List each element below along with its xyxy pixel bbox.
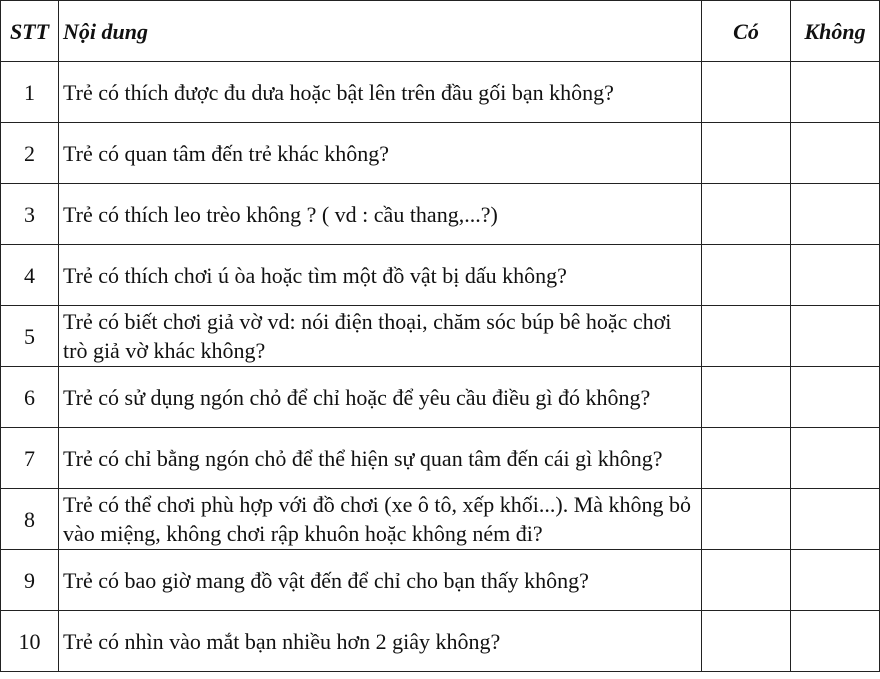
row-question: Trẻ có biết chơi giả vờ vd: nói điện thoại, chăm sóc búp bê hoặc chơi trò giả vờ khác không? — [59, 306, 702, 367]
row-question: Trẻ có thể chơi phù hợp với đồ chơi (xe ô tô, xếp khối...). Mà không bỏ vào miệng, không chơi rập khuôn hoặc không ném đi? — [59, 489, 702, 550]
no-cell[interactable] — [791, 367, 880, 428]
header-content: Nội dung — [59, 1, 702, 62]
yes-cell[interactable] — [702, 428, 791, 489]
no-cell[interactable] — [791, 611, 880, 672]
row-number: 2 — [1, 123, 59, 184]
row-number: 4 — [1, 245, 59, 306]
no-cell[interactable] — [791, 184, 880, 245]
row-question: Trẻ có thích được đu dưa hoặc bật lên trên đầu gối bạn không? — [59, 62, 702, 123]
header-no: Không — [791, 1, 880, 62]
no-cell[interactable] — [791, 123, 880, 184]
yes-cell[interactable] — [702, 611, 791, 672]
table-row — [1, 184, 880, 245]
yes-cell[interactable] — [702, 367, 791, 428]
yes-cell[interactable] — [702, 550, 791, 611]
row-question: Trẻ có nhìn vào mắt bạn nhiều hơn 2 giây không? — [59, 611, 702, 672]
yes-cell[interactable] — [702, 489, 791, 550]
row-number: 3 — [1, 184, 59, 245]
row-number: 7 — [1, 428, 59, 489]
table-row — [1, 428, 880, 489]
row-question: Trẻ có quan tâm đến trẻ khác không? — [59, 123, 702, 184]
yes-cell[interactable] — [702, 306, 791, 367]
row-question: Trẻ có chỉ bằng ngón chỏ để thể hiện sự quan tâm đến cái gì không? — [59, 428, 702, 489]
table-row — [1, 123, 880, 184]
row-number: 10 — [1, 611, 59, 672]
yes-cell[interactable] — [702, 245, 791, 306]
no-cell[interactable] — [791, 428, 880, 489]
table-row — [1, 550, 880, 611]
table-row — [1, 611, 880, 672]
row-number: 1 — [1, 62, 59, 123]
header-yes: Có — [702, 1, 791, 62]
row-number: 9 — [1, 550, 59, 611]
no-cell[interactable] — [791, 245, 880, 306]
row-number: 5 — [1, 306, 59, 367]
no-cell[interactable] — [791, 306, 880, 367]
yes-cell[interactable] — [702, 123, 791, 184]
no-cell[interactable] — [791, 550, 880, 611]
no-cell[interactable] — [791, 62, 880, 123]
table-row — [1, 306, 880, 367]
row-question: Trẻ có sử dụng ngón chỏ để chỉ hoặc để yêu cầu điều gì đó không? — [59, 367, 702, 428]
table-row — [1, 245, 880, 306]
table-row — [1, 489, 880, 550]
row-number: 6 — [1, 367, 59, 428]
row-question: Trẻ có thích chơi ú òa hoặc tìm một đồ vật bị dấu không? — [59, 245, 702, 306]
table-row — [1, 62, 880, 123]
no-cell[interactable] — [791, 489, 880, 550]
table-row — [1, 367, 880, 428]
row-question: Trẻ có thích leo trèo không ? ( vd : cầu thang,...?) — [59, 184, 702, 245]
yes-cell[interactable] — [702, 62, 791, 123]
header-stt: STT — [1, 1, 59, 62]
header-row — [1, 1, 880, 62]
row-number: 8 — [1, 489, 59, 550]
yes-cell[interactable] — [702, 184, 791, 245]
row-question: Trẻ có bao giờ mang đồ vật đến để chỉ cho bạn thấy không? — [59, 550, 702, 611]
